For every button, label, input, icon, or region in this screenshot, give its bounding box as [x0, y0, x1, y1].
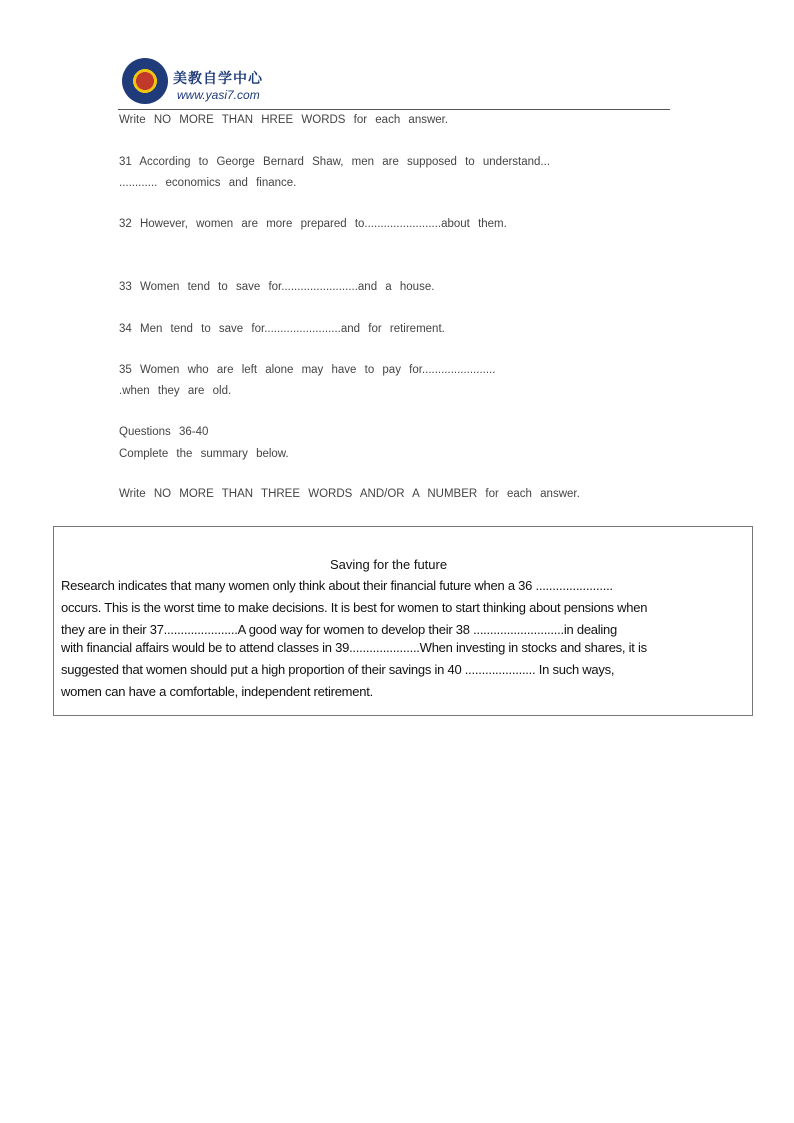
- summary-line-5: suggested that women should put a high proportion of their savings in 40 ..................... In such ways,: [61, 662, 615, 677]
- questions-heading: Questions 36-40: [119, 426, 209, 438]
- logo-url: www.yasi7.com: [177, 88, 260, 102]
- summary-line-3: they are in their 37......................A good way for women to develop their 38 ...........................in dealing: [61, 622, 618, 637]
- question-33: 33 Women tend to save for........................and a house.: [119, 281, 435, 293]
- question-35-line-1: 35 Women who are left alone may have to pay for.......................: [119, 364, 496, 376]
- summary-line-6: women can have a comfortable, independent retirement.: [61, 684, 373, 699]
- logo-emblem-icon: [122, 58, 168, 104]
- summary-line-1: Research indicates that many women only think about their financial future when a 36 .......................: [61, 578, 613, 593]
- question-34: 34 Men tend to save for........................and for retirement.: [119, 323, 445, 335]
- instruction-write-1: Write NO MORE THAN HREE WORDS for each answer.: [119, 114, 449, 126]
- question-31-line-2: ............ economics and finance.: [119, 177, 297, 189]
- question-35-line-2: .when they are old.: [119, 385, 232, 397]
- logo: [121, 57, 271, 109]
- summary-line-4: with financial affairs would be to attend classes in 39.....................When investing in stocks and shares, it is: [61, 640, 647, 655]
- question-31-line-1: 31 According to George Bernard Shaw, men are supposed to understand...: [119, 156, 551, 168]
- summary-title: Saving for the future: [330, 557, 448, 572]
- instruction-write-2: Write NO MORE THAN THREE WORDS AND/OR A NUMBER for each answer.: [119, 488, 580, 500]
- logo-text: 美教自学中心: [173, 71, 263, 87]
- header-rule: [118, 109, 670, 110]
- summary-line-2: occurs. This is the worst time to make decisions. It is best for women to start thinking about pensions when: [61, 600, 648, 615]
- question-32: 32 However, women are more prepared to........................about them.: [119, 218, 507, 230]
- instruction-complete: Complete the summary below.: [119, 448, 289, 460]
